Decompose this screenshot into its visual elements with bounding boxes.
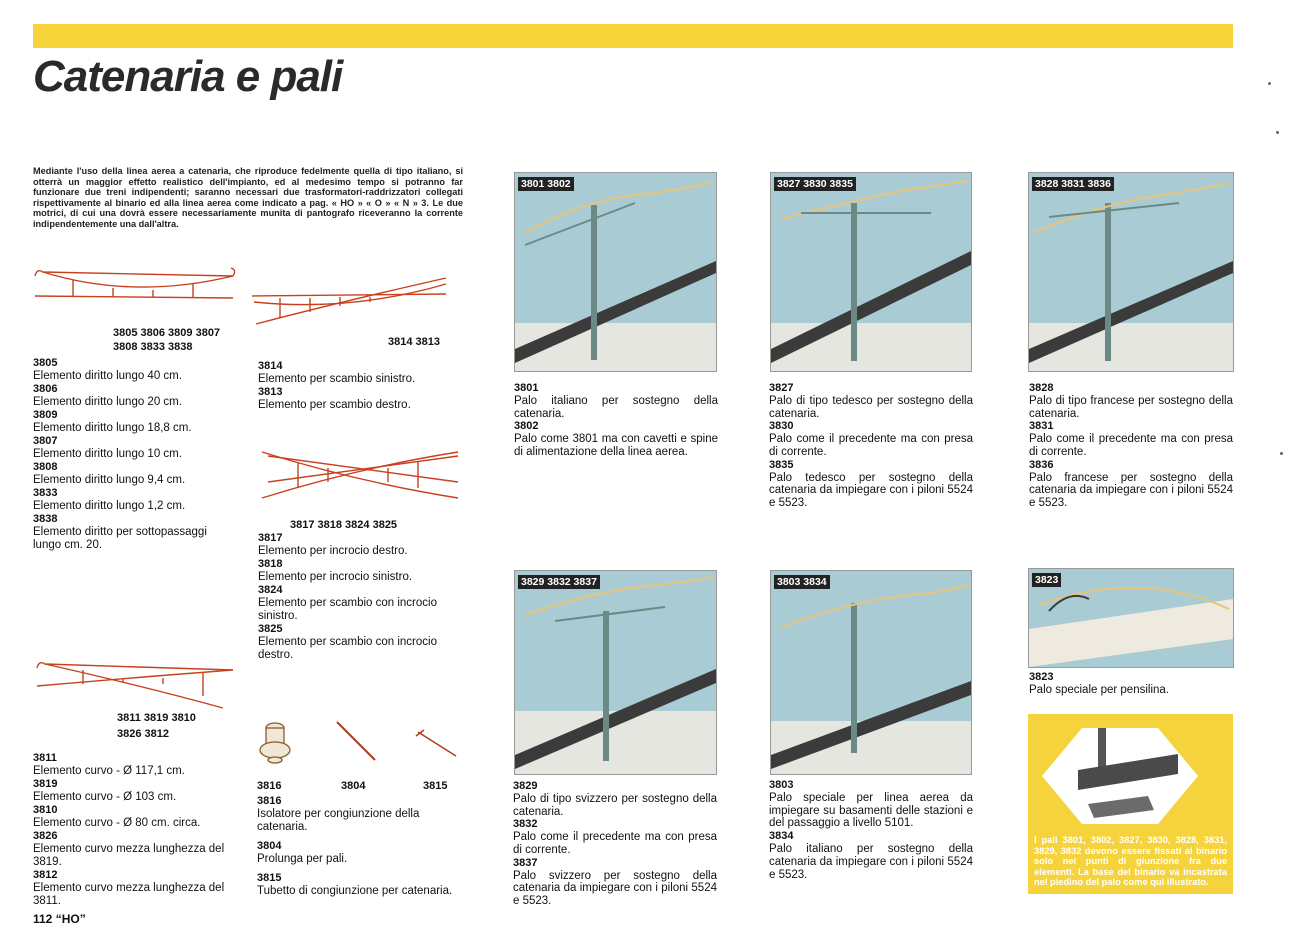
photo-pole-3828 [1028, 172, 1234, 372]
switch-catenary-drawing [250, 272, 450, 332]
photo-tag: 3803 3834 [774, 575, 830, 589]
list-item: 3824 Elemento per scambio con incrocio sinistro. [258, 584, 437, 622]
switch-items-list [258, 360, 463, 412]
straight-codes-line2: 3808 3833 3838 [113, 341, 193, 353]
list-item: 3809 Elemento diritto lungo 18,8 cm. [33, 409, 192, 434]
list-item: 3833 Elemento diritto lungo 1,2 cm. [33, 487, 186, 512]
list-item: 3813 Elemento per scambio destro. [258, 386, 411, 411]
list-item: 3836 Palo francese per sostegno della catenaria da impiegare con i piloni 5524 e 5523. [1029, 458, 1233, 510]
photo-pole-3803 [770, 570, 972, 775]
curved-items-list [33, 752, 238, 908]
list-item: 3801 Palo italiano per sostegno della catenaria. [514, 382, 718, 420]
joiner-tube-drawing [412, 726, 464, 762]
list-item: 3802 Palo come 3801 ma con cavetti e spine di alimentazione della linea aerea. [514, 420, 718, 458]
curved-codes-line1: 3811 3819 3810 [117, 712, 196, 724]
list-item: 3830 Palo come il precedente ma con presa di corrente. [769, 420, 973, 458]
straight-catenary-drawing [33, 262, 243, 312]
straight-codes-line1: 3805 3806 3809 3807 [113, 327, 221, 339]
list-item: 3808 Elemento diritto lungo 9,4 cm. [33, 461, 186, 486]
photo-tag: 3828 3831 3836 [1032, 177, 1114, 191]
photo-tag: 3827 3830 3835 [774, 177, 856, 191]
pole-photo-illustration [515, 173, 716, 371]
pole-photo-illustration [771, 173, 971, 371]
list-item: 3814 Elemento per scambio sinistro. [258, 360, 416, 385]
margin-mark [1276, 131, 1279, 134]
list-item: 3812 Elemento curvo mezza lunghezza del 3811. [33, 869, 225, 907]
list-item: 3823 Palo speciale per pensilina. [1029, 671, 1170, 696]
page-number: 112 “HO” [33, 912, 86, 926]
curved-catenary-drawing [33, 656, 243, 716]
track-base-illustration [1028, 714, 1233, 834]
crossing-codes: 3817 3818 3824 3825 [290, 519, 398, 531]
photo-pole-3827 [770, 172, 972, 372]
caption-3829 [513, 780, 717, 908]
accessory-label-3804: 3804 [341, 780, 366, 792]
list-item: 3837 Palo svizzero per sostegno della catenaria da impiegare con i piloni 5524 e 5523. [513, 856, 717, 908]
list-item: 3804 Prolunga per pali. [257, 840, 348, 865]
yellow-header-bar [33, 24, 1233, 48]
list-item: 3838 Elemento diritto per sottopassaggi lungo cm. 20. [33, 513, 207, 551]
page-title: Catenaria e pali [33, 52, 343, 101]
caption-3823 [1029, 671, 1233, 697]
switch-codes: 3814 3813 [388, 336, 440, 348]
mounting-note-box [1028, 714, 1233, 894]
list-item: 3807 Elemento diritto lungo 10 cm. [33, 435, 182, 460]
list-item: 3828 Palo di tipo francese per sostegno della catenaria. [1029, 382, 1233, 420]
pole-photo-illustration [1029, 173, 1233, 371]
pole-photo-illustration [515, 571, 716, 774]
straight-items-list [33, 357, 238, 552]
list-item: 3826 Elemento curvo mezza lunghezza del 3819. [33, 830, 225, 868]
list-item: 3818 Elemento per incrocio sinistro. [258, 558, 413, 583]
caption-3827 [769, 382, 973, 510]
photo-pole-3829 [514, 570, 717, 775]
list-item: 3805 Elemento diritto lungo 40 cm. [33, 357, 182, 382]
crossing-catenary-drawing [258, 442, 468, 512]
list-item: 3806 Elemento diritto lungo 20 cm. [33, 383, 182, 408]
intro-paragraph: Mediante l'uso della linea aerea a catenaria, che riproduce fedelmente quella di tipo italiano, si otterrà un maggior effetto realistico dell'impianto, ed al medesimo tempo si potranno far funzionare due treni indipendenti; saranno necessari due trasformatori-raddrizzatori collegati rispettivamente al binario ed alla linea aerea come indicato a pag. « HO » « O » « N » 3. Le due motrici, di cui una dovrà essere necessariamente munita di pantografo riceveranno la corrente indipendentemente una dall'altra. [33, 166, 463, 229]
list-item: 3811 Elemento curvo - Ø 117,1 cm. [33, 752, 185, 777]
accessory-items-list [257, 795, 462, 898]
list-item: 3832 Palo come il precedente ma con presa di corrente. [513, 818, 717, 856]
caption-3801 [514, 382, 718, 459]
list-item: 3835 Palo tedesco per sostegno della catenaria da impiegare con i piloni 5524 e 5523. [769, 458, 973, 510]
list-item: 3815 Tubetto di congiunzione per catenaria. [257, 872, 453, 897]
curved-codes-line2: 3826 3812 [117, 728, 169, 740]
list-item: 3803 Palo speciale per linea aerea da impiegare su basamenti delle stazioni e del passaggio a livello 5101. [769, 779, 973, 830]
photo-tag: 3801 3802 [518, 177, 574, 191]
list-item: 3817 Elemento per incrocio destro. [258, 532, 408, 557]
pole-photo-illustration [771, 571, 971, 774]
list-item: 3831 Palo come il precedente ma con presa di corrente. [1029, 420, 1233, 458]
list-item: 3827 Palo di tipo tedesco per sostegno della catenaria. [769, 382, 973, 420]
photo-pole-3823 [1028, 568, 1234, 668]
list-item: 3834 Palo italiano per sostegno della catenaria da impiegare con i piloni 5524 e 5523. [769, 830, 973, 881]
accessory-label-3816: 3816 [257, 780, 282, 792]
caption-3828 [1029, 382, 1233, 510]
list-item: 3816 Isolatore per congiunzione della catenaria. [257, 795, 420, 833]
photo-tag: 3823 [1032, 573, 1061, 587]
list-item: 3829 Palo di tipo svizzero per sostegno della catenaria. [513, 780, 717, 818]
list-item: 3819 Elemento curvo - Ø 103 cm. [33, 778, 177, 803]
margin-mark [1280, 452, 1283, 455]
list-item: 3810 Elemento curvo - Ø 80 cm. circa. [33, 804, 201, 829]
accessory-label-3815: 3815 [423, 780, 448, 792]
list-item: 3825 Elemento per scambio con incrocio destro. [258, 623, 437, 661]
crossing-items-list [258, 532, 463, 662]
caption-3803 [769, 779, 973, 881]
mounting-note-text: I pali 3801, 3802, 3827, 3830, 3828, 3831, 3829, 3832 devono essere fissati al binario solo nei punti di giunzione fra due elementi. La base del binario va incastrata nel piedino del palo come qui illustrato. [1034, 835, 1227, 887]
extension-drawing [333, 718, 383, 768]
margin-mark [1268, 82, 1271, 85]
photo-tag: 3829 3832 3837 [518, 575, 600, 589]
photo-pole-3801 [514, 172, 717, 372]
insulator-drawing [255, 718, 295, 768]
